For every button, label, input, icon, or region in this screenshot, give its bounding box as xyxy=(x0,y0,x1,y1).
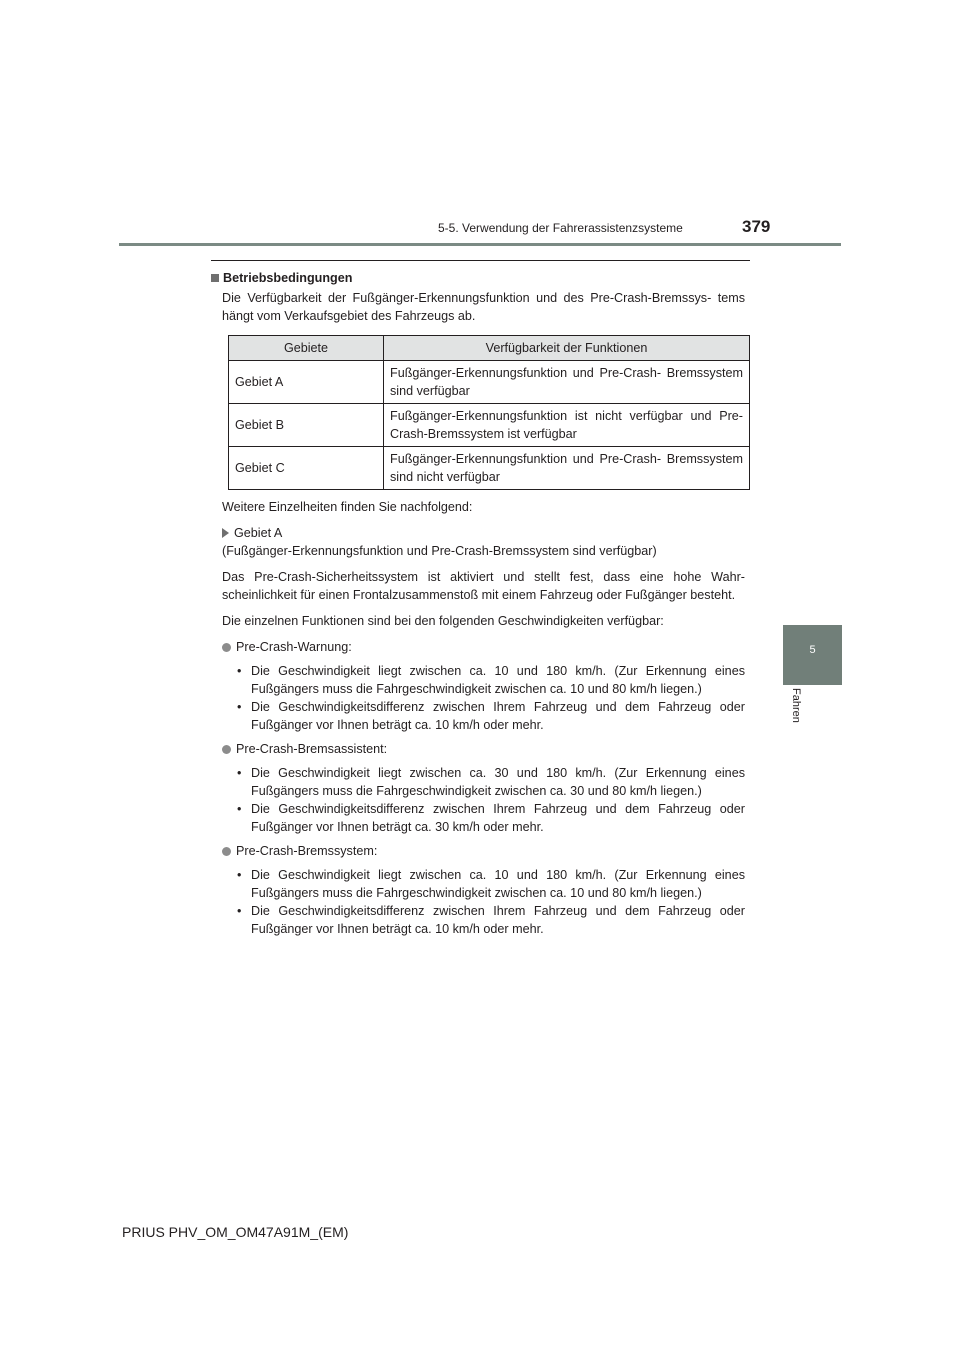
circle-bullet-icon xyxy=(222,643,231,652)
square-bullet-icon xyxy=(211,274,219,282)
table-cell-region: Gebiet C xyxy=(229,447,384,490)
region-subtitle: (Fußgänger-Erkennungsfunktion und Pre-Crash-Bremssystem sind verfügbar) xyxy=(222,544,657,558)
list-item: • Die Geschwindigkeit liegt zwischen ca. 30 und 180 km/h. (Zur Erkennung eines Fußgängers muss die Fahrgeschwindigkeit zwischen ca. 30 und 80 km/h liegen.) xyxy=(237,766,745,798)
circle-bullet-icon xyxy=(222,847,231,856)
section-heading-text: Betriebsbedingungen xyxy=(223,271,353,285)
chapter-label: Fahren xyxy=(790,688,802,723)
table-cell-availability: Fußgänger-Erkennungsfunktion und Pre-Crash- Bremssystem sind verfügbar xyxy=(384,361,750,404)
arrow-right-icon xyxy=(222,528,229,538)
functions-intro: Die einzelnen Funktionen sind bei den folgenden Geschwindigkeiten verfügbar: xyxy=(222,614,664,628)
table-cell-availability: Fußgänger-Erkennungsfunktion ist nicht verfügbar und Pre-Crash-Bremssystem ist verfügbar xyxy=(384,404,750,447)
region-description: Das Pre-Crash-Sicherheitssystem ist aktiviert und stellt fest, dass eine hohe Wahr- scheinlichkeit für einen Frontalzusammenstoß mit einem Fahrzeug oder Fußgänger besteht. xyxy=(222,570,745,602)
list-item: • Die Geschwindigkeitsdifferenz zwischen Ihrem Fahrzeug und dem Fahrzeug oder Fußgänger vor Ihnen beträgt ca. 10 km/h oder mehr. xyxy=(237,700,745,732)
document-id: PRIUS PHV_OM_OM47A91M_(EM) xyxy=(122,1224,349,1240)
function-item xyxy=(211,638,745,656)
content-rule xyxy=(211,260,750,261)
circle-bullet-icon xyxy=(222,745,231,754)
chapter-tab xyxy=(783,625,842,685)
table-cell-region: Gebiet B xyxy=(229,404,384,447)
table-header-cell: Gebiete xyxy=(229,336,384,361)
function-item xyxy=(211,740,745,758)
regions-table xyxy=(228,335,750,490)
function-bullets xyxy=(211,764,745,836)
table-row xyxy=(229,404,750,447)
function-bullets xyxy=(211,866,745,938)
region-title: Gebiet A xyxy=(234,526,283,540)
region-block xyxy=(211,524,745,560)
function-title: Pre-Crash-Bremsassistent: xyxy=(236,742,388,756)
function-item xyxy=(211,842,745,860)
list-item: • Die Geschwindigkeitsdifferenz zwischen Ihrem Fahrzeug und dem Fahrzeug oder Fußgänger vor Ihnen beträgt ca. 30 km/h oder mehr. xyxy=(237,802,745,834)
list-item: • Die Geschwindigkeit liegt zwischen ca. 10 und 180 km/h. (Zur Erkennung eines Fußgängers muss die Fahrgeschwindigkeit zwischen ca. 10 und 80 km/h liegen.) xyxy=(237,664,745,696)
page-number: 379 xyxy=(742,217,771,236)
function-title: Pre-Crash-Warnung: xyxy=(236,640,352,654)
page-content xyxy=(211,269,745,944)
list-item: • Die Geschwindigkeitsdifferenz zwischen Ihrem Fahrzeug und dem Fahrzeug oder Fußgänger vor Ihnen beträgt ca. 10 km/h oder mehr. xyxy=(237,904,745,936)
table-cell-region: Gebiet A xyxy=(229,361,384,404)
chapter-number: 5 xyxy=(809,644,816,656)
table-header-cell: Verfügbarkeit der Funktionen xyxy=(384,336,750,361)
table-row xyxy=(229,361,750,404)
table-cell-availability: Fußgänger-Erkennungsfunktion und Pre-Crash- Bremssystem sind nicht verfügbar xyxy=(384,447,750,490)
more-details-text: Weitere Einzelheiten finden Sie nachfolgend: xyxy=(222,500,473,514)
list-item: • Die Geschwindigkeit liegt zwischen ca. 10 und 180 km/h. (Zur Erkennung eines Fußgängers muss die Fahrgeschwindigkeit zwischen ca. 10 und 80 km/h liegen.) xyxy=(237,868,745,900)
section-title: 5-5. Verwendung der Fahrerassistenzsysteme xyxy=(438,221,683,235)
function-bullets xyxy=(211,662,745,734)
section-heading xyxy=(211,269,745,287)
table-row xyxy=(229,447,750,490)
function-title: Pre-Crash-Bremssystem: xyxy=(236,844,378,858)
table-header-row xyxy=(229,336,750,361)
header-rule xyxy=(119,243,841,246)
intro-paragraph: Die Verfügbarkeit der Fußgänger-Erkennungsfunktion und des Pre-Crash-Bremssys- tems hängt vom Verkaufsgebiet des Fahrzeugs ab. xyxy=(222,291,745,323)
